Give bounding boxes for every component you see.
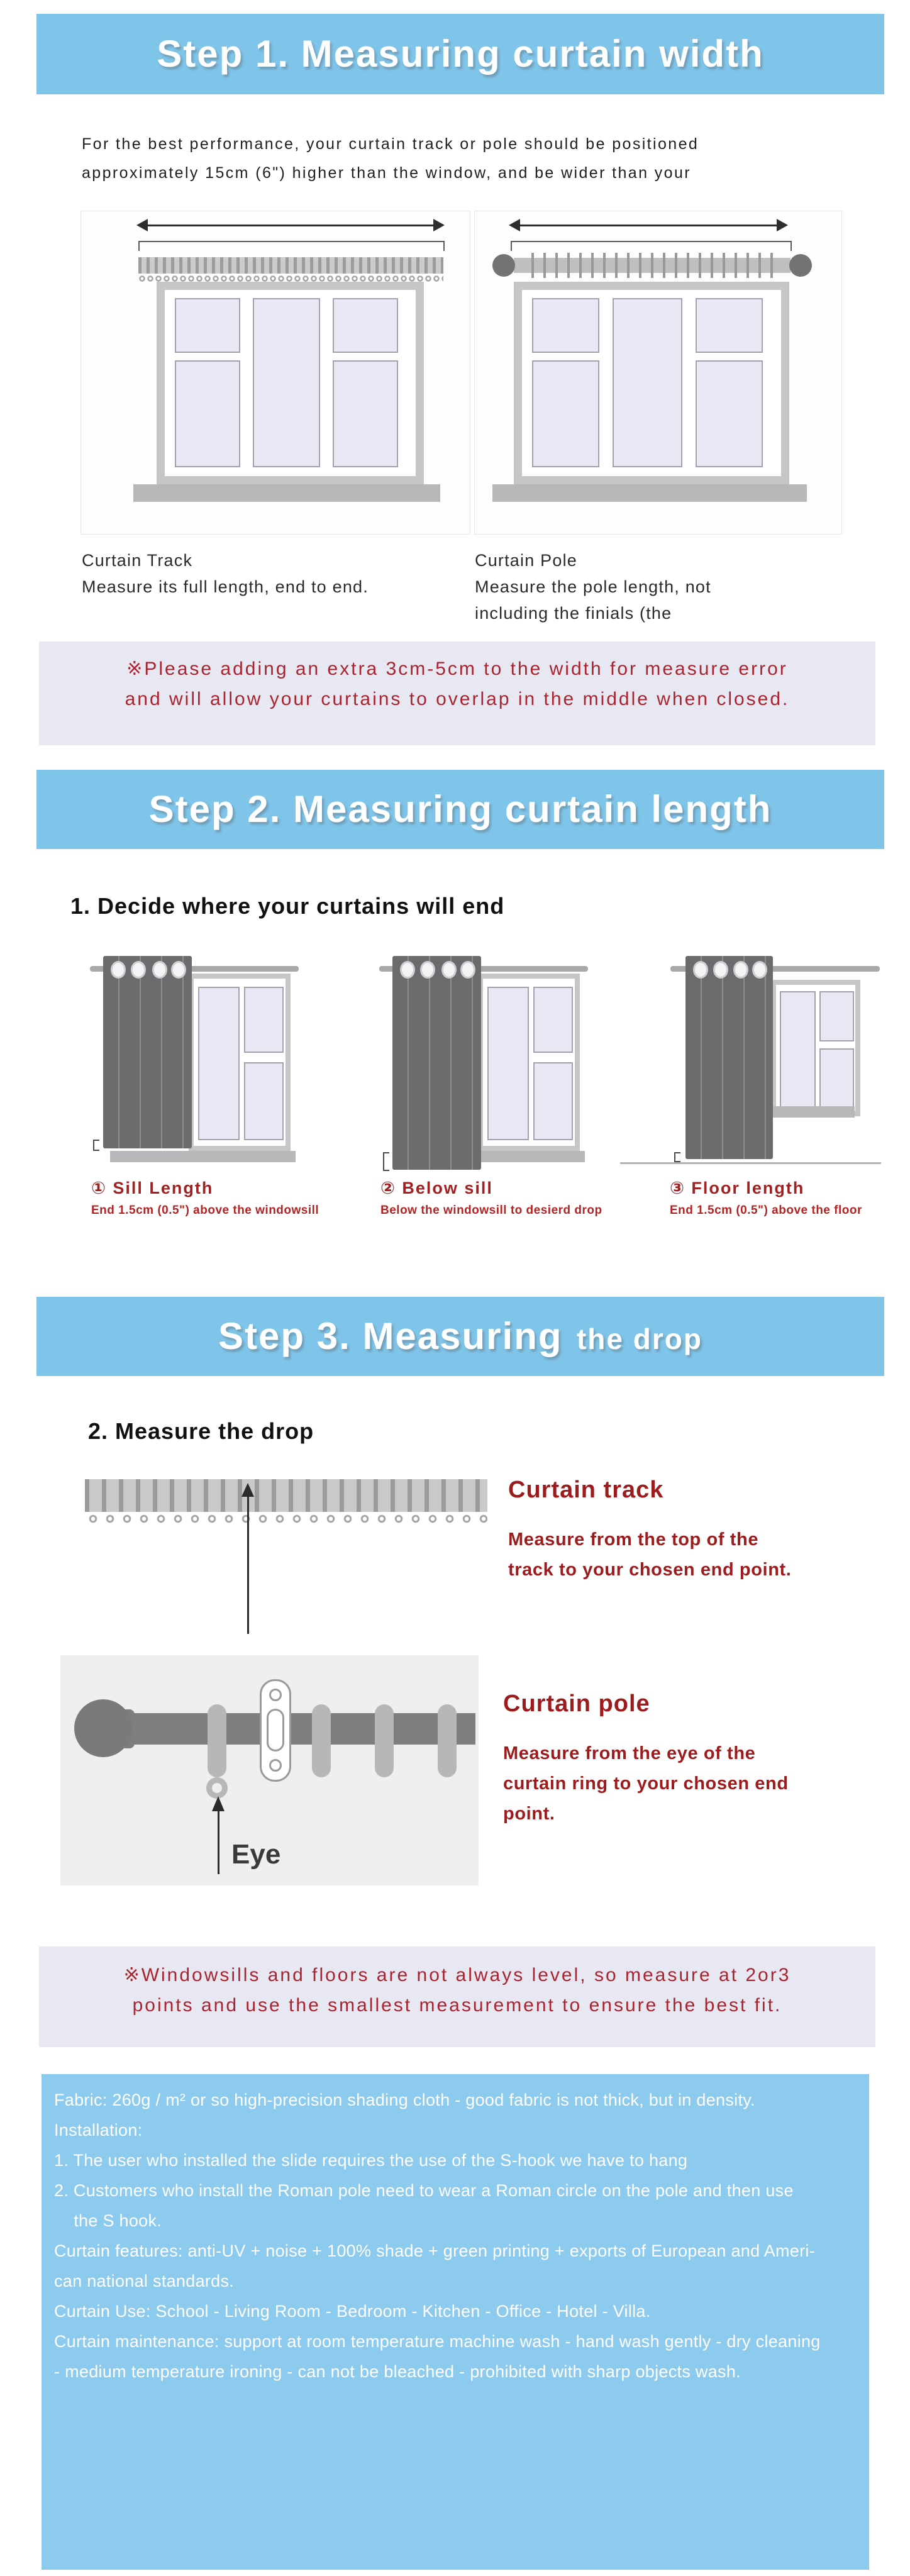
footer-line-0: Fabric: 260g / m² or so high-precision shading cloth - good fabric is not thick, but in density.	[54, 2090, 755, 2109]
pole-ring	[375, 1704, 394, 1777]
pole-panel	[60, 1655, 479, 1885]
window-pane	[198, 987, 239, 1140]
pole-rings	[531, 253, 777, 278]
eye-arrow-head-icon	[212, 1796, 225, 1811]
track-graphic	[85, 1479, 487, 1512]
option-title: ① Sill Length	[91, 1179, 214, 1197]
footer-line-5: Curtain features: anti-UV + noise + 100% shade + green printing + exports of European and Ameri-	[54, 2241, 816, 2260]
track-hooks	[85, 1512, 487, 1527]
option-desc: Below the windowsill to desierd drop	[380, 1204, 602, 1217]
drop-arrow-head-icon	[241, 1483, 254, 1497]
grommet	[152, 961, 167, 979]
window-graphic	[189, 974, 291, 1151]
windowsill	[110, 1151, 296, 1162]
window-pane	[613, 298, 682, 467]
footer-line-9: - medium temperature ironing - can not be bleached - prohibited with sharp objects wash.	[54, 2362, 741, 2381]
measure-tick	[93, 1140, 99, 1151]
note-box-2	[39, 1946, 875, 2047]
footer-line-4: the S hook.	[54, 2211, 162, 2230]
step2-banner-text: Step 2. Measuring curtain length	[148, 788, 772, 830]
note1-line2: and will allow your curtains to overlap in the middle when closed.	[125, 689, 790, 709]
pole-desc-line2: curtain ring to your chosen end	[503, 1774, 789, 1794]
grommet	[111, 961, 126, 979]
grommet	[693, 961, 708, 979]
step3-heading: 2. Measure the drop	[88, 1418, 314, 1444]
note1-line1: ※Please adding an extra 3cm-5cm to the width for measure error	[126, 658, 788, 679]
footer-line-3: 2. Customers who install the Roman pole need to wear a Roman circle on the pole and then use	[54, 2181, 794, 2200]
window-pane	[696, 360, 763, 467]
track-caption-title: Curtain Track	[82, 551, 193, 570]
note2-line2: points and use the smallest measurement to ensure the best fit.	[132, 1995, 782, 2016]
footer-line-2: 1. The user who installed the slide requires the use of the S-hook we have to hang	[54, 2151, 688, 2170]
step2-banner	[36, 770, 884, 849]
pole-ball-finial	[74, 1699, 132, 1757]
note2-line1: ※Windowsills and floors are not always level, so measure at 2or3	[123, 1965, 791, 1985]
grommet	[131, 961, 146, 979]
curtain-graphic	[685, 956, 773, 1159]
pole-graphic	[126, 1713, 475, 1745]
measure-tick	[674, 1152, 680, 1162]
step3-banner-text: Step 3. Measuring	[218, 1315, 563, 1357]
width-bracket	[511, 241, 792, 251]
grommet	[441, 961, 457, 979]
footer-box	[42, 2074, 869, 2570]
note-box-1	[39, 641, 875, 745]
arrow-left-icon	[136, 219, 148, 231]
bracket-screw	[269, 1759, 282, 1772]
grommet	[400, 961, 415, 979]
grommet	[733, 961, 748, 979]
window-pane	[819, 991, 853, 1041]
curtain-graphic	[103, 956, 192, 1148]
curtain-track-panel	[80, 211, 470, 535]
step3-banner-subtext: the drop	[576, 1323, 702, 1355]
window-pane	[175, 360, 240, 467]
option-desc: End 1.5cm (0.5") above the windowsill	[91, 1204, 319, 1217]
window-pane	[244, 987, 283, 1053]
window-pane	[532, 298, 599, 353]
pole-ring	[312, 1704, 331, 1777]
window-pane	[487, 987, 528, 1140]
window-pane	[533, 1062, 572, 1140]
bracket-slot	[267, 1709, 284, 1752]
bracket-screw	[269, 1689, 282, 1701]
option-title: ③ Floor length	[670, 1179, 805, 1197]
window-graphic	[771, 980, 860, 1116]
window-pane	[333, 298, 398, 353]
footer-line-6: can national standards.	[54, 2272, 235, 2290]
width-arrow	[519, 225, 778, 226]
window-pane	[780, 991, 816, 1108]
track-graphic	[138, 257, 443, 274]
arrow-right-icon	[777, 219, 788, 231]
window-pane	[253, 298, 321, 467]
step1-banner-text: Step 1. Measuring curtain width	[157, 33, 764, 75]
intro-line-2: approximately 15cm (6") higher than the window, and be wider than your	[82, 164, 691, 182]
pole-desc-line1: Measure from the eye of the	[503, 1743, 756, 1763]
option-below-sill	[327, 943, 616, 1233]
arrow-left-icon	[509, 219, 520, 231]
finial-left	[492, 254, 515, 277]
floor-line	[620, 1162, 881, 1164]
option-floor-length	[616, 943, 910, 1233]
window-pane	[333, 360, 398, 467]
curtain-pole-panel	[474, 211, 842, 535]
window-pane	[533, 987, 572, 1053]
windowsill	[492, 484, 807, 502]
window-graphic	[514, 282, 789, 484]
windowsill	[133, 484, 440, 502]
drop-arrow-line	[247, 1496, 249, 1634]
footer-line-1: Installation:	[54, 2121, 143, 2140]
window-pane	[175, 298, 240, 353]
eye-ring-icon	[206, 1777, 228, 1799]
eye-arrow-line	[218, 1809, 219, 1874]
track-desc-line2: track to your chosen end point.	[508, 1560, 792, 1580]
option-title: ② Below sill	[380, 1179, 493, 1197]
pole-caption-desc2: including the finials (the	[475, 604, 672, 623]
window-pane	[244, 1062, 283, 1140]
window-graphic	[157, 282, 424, 484]
width-arrow	[147, 225, 435, 226]
width-bracket	[138, 241, 445, 251]
track-desc-line1: Measure from the top of the	[508, 1530, 759, 1550]
window-graphic	[478, 974, 580, 1151]
curtain-graphic	[392, 956, 481, 1170]
pole-desc-line3: point.	[503, 1804, 555, 1824]
grommet	[420, 961, 435, 979]
pole-bracket	[260, 1679, 291, 1782]
pole-ring	[208, 1704, 226, 1777]
pole-caption-desc1: Measure the pole length, not	[475, 577, 711, 596]
curtain-pole-label: Curtain pole	[503, 1690, 650, 1717]
curtain-track-label: Curtain track	[508, 1477, 664, 1503]
option-desc: End 1.5cm (0.5") above the floor	[670, 1204, 862, 1217]
window-pane	[532, 360, 599, 467]
step2-heading: 1. Decide where your curtains will end	[70, 893, 505, 919]
grommet	[171, 961, 186, 979]
step1-banner	[36, 14, 884, 94]
grommet	[752, 961, 767, 979]
step3-banner	[36, 1297, 884, 1376]
eye-label: Eye	[231, 1839, 281, 1870]
option-sill-length	[38, 943, 327, 1233]
footer-line-7: Curtain Use: School - Living Room - Bedroom - Kitchen - Office - Hotel - Villa.	[54, 2302, 651, 2321]
window-pane	[819, 1048, 853, 1108]
pole-caption-title: Curtain Pole	[475, 551, 577, 570]
intro-line-1: For the best performance, your curtain track or pole should be positioned	[82, 135, 699, 153]
arrow-right-icon	[433, 219, 445, 231]
track-caption-desc: Measure its full length, end to end.	[82, 577, 369, 596]
grommet	[713, 961, 728, 979]
measure-tick	[383, 1152, 389, 1171]
grommet	[460, 961, 475, 979]
pole-ring	[438, 1704, 457, 1777]
window-pane	[696, 298, 763, 353]
footer-line-8: Curtain maintenance: support at room temperature machine wash - hand wash gently - dry cleaning	[54, 2332, 821, 2351]
finial-right	[789, 254, 812, 277]
